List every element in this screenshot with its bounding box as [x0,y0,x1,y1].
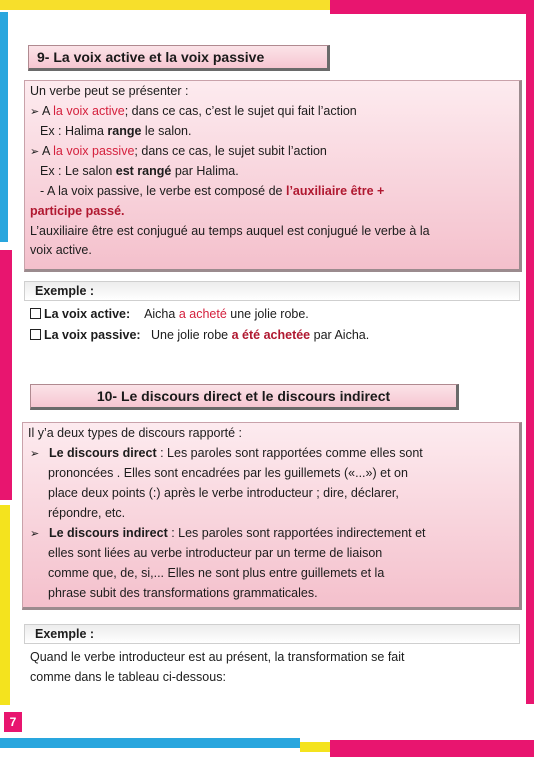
top-yellow-band [0,0,330,10]
section10-indirect-line4: phrase subit des transformations grammaticales. [48,586,318,600]
section10-direct-line: ➢ Le discours direct : Les paroles sont rapportées comme elles sont [30,446,423,460]
left-pink-band [0,250,12,500]
top-pink-band [330,0,534,14]
section10-direct-line2: prononcées . Elles sont encadrées par les guillemets («...») et on [48,466,408,480]
section9-active-example: Ex : Halima range le salon. [40,124,192,138]
section10-direct-line4: répondre, etc. [48,506,126,520]
section9-passive-example: Ex : Le salon est rangé par Halima. [40,164,239,178]
section9-title [28,45,330,71]
section10-title [30,384,459,410]
section9-aux-line1: L’auxiliaire être est conjugué au temps auquel est conjugué le verbe à la [30,224,430,238]
section9-passive-line: ➢ A la voix passive; dans ce cas, le sujet subit l’action [30,144,327,158]
bottom-blue-band [0,738,300,748]
example2-line1: Quand le verbe introducteur est au présent, la transformation se fait [30,650,405,664]
bottom-pink-band [330,740,534,757]
section9-active-line: ➢ A la voix active; dans ce cas, c’est le sujet qui fait l’action [30,104,357,118]
arrow-icon: ➢ [30,106,40,118]
section10-indirect-line3: comme que, de, si,... Elles ne sont plus entre guillemets et la [48,566,385,580]
arrow-icon: ➢ [30,448,40,460]
section10-indirect-line2: elles sont liées au verbe introducteur par un terme de liaison [48,546,383,560]
example2-bar [24,624,520,644]
section10-indirect-line: ➢ Le discours indirect : Les paroles sont rapportées indirectement et [30,526,426,540]
section9-rule-line2: participe passé. [30,204,125,218]
section10-direct-line3: place deux points (:) après le verbe introducteur ; dire, déclarer, [48,486,399,500]
arrow-icon: ➢ [30,146,40,158]
example2-label: Exemple : [35,627,95,641]
example1-bar [24,281,520,301]
section10-title-text: 10- Le discours direct et le discours indirect [96,388,391,404]
example1-active: La voix active: Aicha a acheté une jolie robe. [30,307,309,322]
left-yellow-band [0,505,10,705]
section10-intro: Il y’a deux types de discours rapporté : [28,426,243,440]
checkbox-icon [30,329,41,340]
example1-passive: La voix passive: Une jolie robe a été achetée par Aicha. [30,328,369,343]
bottom-yellow-band [300,742,330,752]
example1-label: Exemple : [35,284,95,298]
section9-rule-line1: - A la voix passive, le verbe est composé de l’auxiliaire être + [40,184,385,198]
left-blue-band [0,12,8,242]
section9-aux-line2: voix active. [30,243,92,257]
page-number: 7 [4,712,22,732]
arrow-icon: ➢ [30,528,40,540]
example2-line2: comme dans le tableau ci-dessous: [30,670,226,684]
section9-title-text: 9- La voix active et la voix passive [37,49,265,65]
checkbox-icon [30,308,41,319]
right-pink-band [526,14,534,704]
section9-intro: Un verbe peut se présenter : [30,84,189,98]
